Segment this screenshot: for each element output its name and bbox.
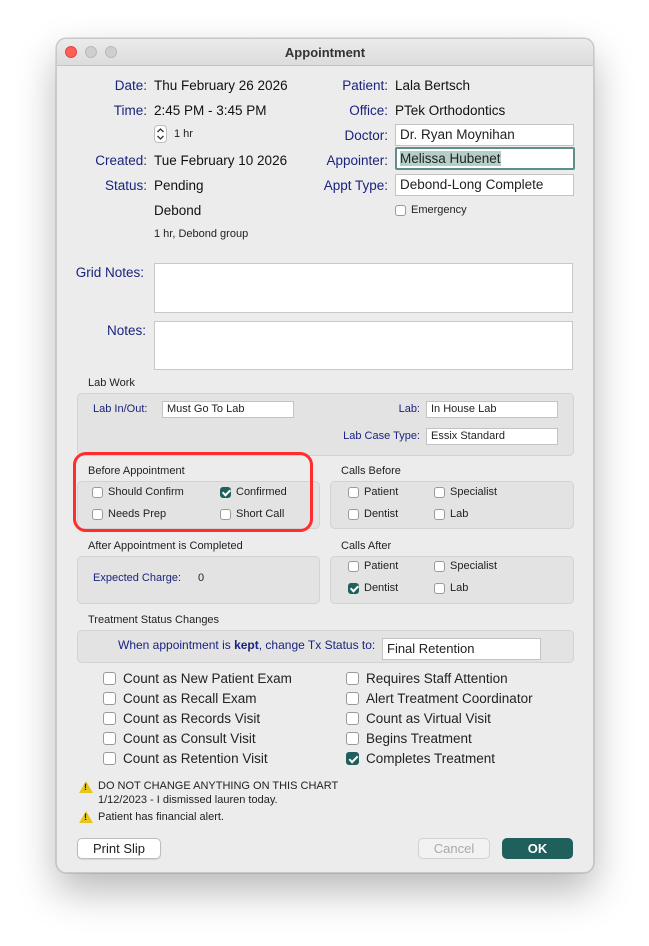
count-recall-exam-label: Count as Recall Exam (123, 691, 257, 706)
alert-line-2: 1/12/2023 - I dismissed lauren today. (98, 794, 278, 806)
requires-staff-attention-label: Requires Staff Attention (366, 671, 508, 686)
notes-label: Notes: (106, 323, 146, 338)
financial-warning-icon (79, 811, 93, 823)
status-label: Status: (104, 178, 147, 193)
lab-case-type-field[interactable]: Essix Standard (426, 428, 558, 445)
appointer-field[interactable] (395, 147, 575, 170)
lab-work-heading: Lab Work (88, 377, 135, 389)
calls-before-heading: Calls Before (341, 465, 401, 477)
appt-type-label: Appt Type: (323, 178, 388, 193)
time-value: 2:45 PM - 3:45 PM (154, 103, 267, 118)
title-bar (57, 39, 593, 66)
calls-before-patient-label: Patient (364, 486, 399, 498)
grid-notes-field[interactable] (154, 263, 573, 313)
count-records-visit-label: Count as Records Visit (123, 711, 261, 726)
duration-stepper[interactable] (154, 125, 167, 143)
lab-case-type-label: Lab Case Type: (343, 430, 420, 442)
emergency-label: Emergency (411, 204, 467, 216)
kept-prefix: When appointment is (118, 638, 235, 652)
alert-line-1: DO NOT CHANGE ANYTHING ON THIS CHART (98, 780, 339, 792)
calls-after-dentist-checkbox[interactable] (348, 583, 359, 594)
appt-type-name: Debond (154, 203, 202, 218)
appt-type-detail: 1 hr, Debond group (154, 228, 249, 240)
requires-staff-attention-checkbox[interactable] (346, 672, 359, 685)
calls-after-heading: Calls After (341, 540, 392, 552)
highlight-ring (73, 452, 313, 532)
calls-before-lab-checkbox[interactable] (434, 509, 445, 520)
completes-treatment-label: Completes Treatment (366, 751, 496, 766)
print-slip-button[interactable]: Print Slip (77, 838, 161, 859)
notes-field[interactable] (154, 321, 573, 370)
calls-before-lab-label: Lab (450, 508, 469, 520)
count-new-patient-exam-label: Count as New Patient Exam (123, 671, 292, 686)
created-label: Created: (95, 153, 147, 168)
calls-before-dentist-checkbox[interactable] (348, 509, 359, 520)
appointer-label: Appointer: (326, 153, 388, 168)
status-value: Pending (154, 178, 204, 193)
expected-charge-value: 0 (198, 572, 205, 584)
lab-label: Lab: (398, 403, 420, 415)
appointer-value: Melissa Hubenet (400, 151, 501, 166)
expected-charge-label: Expected Charge: (93, 572, 182, 584)
emergency-checkbox[interactable] (395, 205, 406, 216)
calls-after-patient-label: Patient (364, 560, 399, 572)
calls-before-specialist-label: Specialist (450, 486, 498, 498)
calls-after-specialist-checkbox[interactable] (434, 561, 445, 572)
after-appointment-heading: After Appointment is Completed (88, 540, 243, 552)
begins-treatment-checkbox[interactable] (346, 732, 359, 745)
tx-status-field[interactable]: Final Retention (382, 638, 541, 660)
calls-before-specialist-checkbox[interactable] (434, 487, 445, 498)
calls-after-patient-checkbox[interactable] (348, 561, 359, 572)
duration-value: 1 hr (174, 128, 193, 140)
lab-field[interactable]: In House Lab (426, 401, 558, 418)
warning-icon (79, 781, 93, 793)
date-label: Date: (114, 78, 147, 93)
count-recall-exam-checkbox[interactable] (103, 692, 116, 705)
count-retention-visit-label: Count as Retention Visit (123, 751, 268, 766)
count-consult-visit-label: Count as Consult Visit (123, 731, 256, 746)
alert-treatment-coordinator-label: Alert Treatment Coordinator (366, 691, 533, 706)
count-records-visit-checkbox[interactable] (103, 712, 116, 725)
lab-inout-label: Lab In/Out: (93, 403, 148, 415)
kept-word: kept (234, 638, 259, 652)
before-appointment-heading: Before Appointment (88, 465, 185, 477)
begins-treatment-label: Begins Treatment (366, 731, 472, 746)
lab-inout-field[interactable]: Must Go To Lab (162, 401, 294, 418)
grid-notes-label: Grid Notes: (75, 265, 144, 280)
calls-after-lab-label: Lab (450, 582, 469, 594)
patient-value: Lala Bertsch (395, 78, 471, 93)
calls-before-patient-checkbox[interactable] (348, 487, 359, 498)
kept-suffix: , change Tx Status to: (258, 638, 376, 652)
appt-type-field[interactable]: Debond-Long Complete (395, 174, 574, 196)
short-call-label: Short Call (236, 508, 285, 520)
treatment-status-heading: Treatment Status Changes (88, 614, 220, 626)
completes-treatment-checkbox[interactable] (346, 752, 359, 765)
calls-before-dentist-label: Dentist (364, 508, 399, 520)
alert-line-3: Patient has financial alert. (98, 811, 224, 823)
count-retention-visit-checkbox[interactable] (103, 752, 116, 765)
calls-after-lab-checkbox[interactable] (434, 583, 445, 594)
patient-label: Patient: (342, 78, 388, 93)
stepper-arrows-icon (155, 126, 166, 142)
alert-treatment-coordinator-checkbox[interactable] (346, 692, 359, 705)
date-value: Thu February 26 2026 (154, 78, 288, 93)
calls-after-specialist-label: Specialist (450, 560, 498, 572)
should-confirm-label: Should Confirm (108, 486, 184, 498)
created-value: Tue February 10 2026 (154, 153, 288, 168)
office-value: PTek Orthodontics (395, 103, 506, 118)
window-title: Appointment (284, 45, 366, 60)
office-label: Office: (349, 103, 388, 118)
confirmed-label: Confirmed (236, 486, 287, 498)
count-consult-visit-checkbox[interactable] (103, 732, 116, 745)
time-label: Time: (113, 103, 147, 118)
ok-button[interactable]: OK (502, 838, 573, 859)
count-new-patient-exam-checkbox[interactable] (103, 672, 116, 685)
doctor-field[interactable]: Dr. Ryan Moynihan (395, 124, 574, 146)
needs-prep-label: Needs Prep (108, 508, 167, 520)
doctor-label: Doctor: (344, 128, 388, 143)
count-virtual-visit-label: Count as Virtual Visit (366, 711, 491, 726)
count-virtual-visit-checkbox[interactable] (346, 712, 359, 725)
calls-after-dentist-label: Dentist (364, 582, 399, 594)
cancel-button[interactable]: Cancel (418, 838, 490, 859)
kept-status-text (118, 638, 375, 652)
